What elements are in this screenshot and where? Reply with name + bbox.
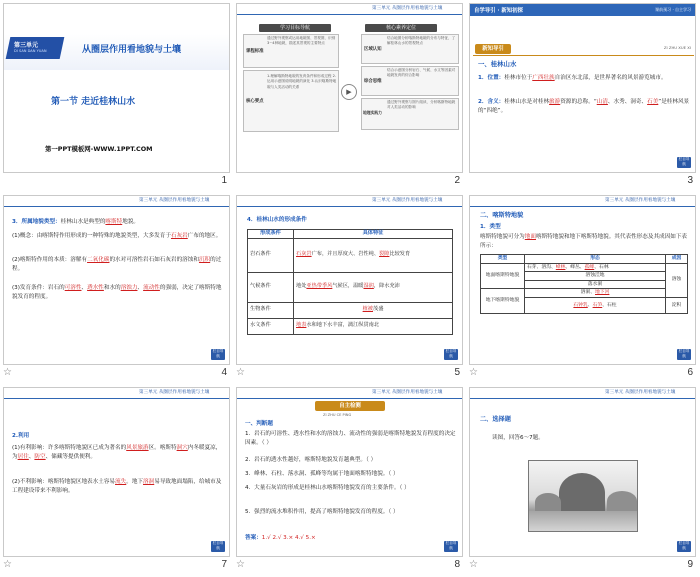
text-run: 内冬暖夏凉，为 <box>12 445 222 460</box>
slide-top-bar <box>470 196 695 207</box>
text-run: 。地下 <box>126 479 144 485</box>
type-heading: 1．类型 <box>480 224 501 230</box>
slide-footer <box>466 366 699 384</box>
blank-answer: 广西壮族 <box>532 75 555 81</box>
slide-number: 3 <box>687 175 693 186</box>
text-run: 的强弱，决定了喀斯特地貌发育的程度。 <box>12 285 222 300</box>
text-run: 气候区，温暖 <box>332 283 364 290</box>
goal-text-1: 通过野外观察或运用地貌图、景观图，识别3~4种地貌，描述其景观的主要特点 <box>267 36 336 46</box>
choice-heading: 二、选择题 <box>480 416 511 423</box>
literacy-text-2: 结合示意图分析岩石、气候、水文等因素对地貌发育的综合影响 <box>387 68 456 78</box>
slide-6[interactable] <box>469 195 696 365</box>
form-cell <box>525 263 666 272</box>
text-run: (2)不利影响：喀斯特地貌区地表水土容易 <box>12 479 116 485</box>
text-run: 区。喀斯特 <box>148 445 177 451</box>
blank-answer: 孤峰 <box>584 264 595 270</box>
karst-peak-shape <box>559 473 605 513</box>
landform-type-line <box>12 218 224 227</box>
text-run: 、 <box>81 285 88 291</box>
slide-4[interactable] <box>3 195 230 365</box>
blank-answer: 流动性 <box>143 285 160 291</box>
feature-cell <box>294 272 453 302</box>
paragraph-location <box>478 74 690 83</box>
blank-answer: 地下河 <box>595 290 610 296</box>
judgement-heading: 一、判断题 <box>245 421 273 427</box>
unit-label: 第三单元 从圈层作用看地貌与土壤 <box>605 390 676 395</box>
slide-thumbnail-5[interactable] <box>233 192 466 384</box>
col-header: 形成条件 <box>248 230 294 239</box>
form-cell <box>525 297 666 313</box>
nav-button[interactable]: 栏目导航 <box>678 349 690 358</box>
slide-number: 5 <box>454 367 460 378</box>
heading-guilin: 一、桂林山水 <box>478 60 517 68</box>
text-run: 、峰丛、 <box>565 264 585 270</box>
unit-label: 第三单元 从圈层作用看地貌与土壤 <box>372 6 443 11</box>
text-run: 地处 <box>296 283 307 290</box>
slide-top-bar <box>4 196 229 207</box>
text-run: 、 <box>137 285 144 291</box>
negative-paragraph <box>12 478 224 496</box>
slide-thumbnail-4[interactable] <box>0 192 233 384</box>
self-test-tag-sub: ZI ZHU CE PING <box>323 413 352 417</box>
star-icon[interactable]: ☆ <box>469 559 478 570</box>
blank-answer: 流失 <box>115 479 127 485</box>
slide-footer <box>233 174 466 192</box>
slide-thumbnail-8[interactable] <box>233 384 466 576</box>
text-run: 广布的地区。 <box>187 233 222 239</box>
karst-peak-shape <box>535 493 561 511</box>
slide-number: 9 <box>687 559 693 570</box>
text-run: 、石柱 <box>602 302 617 308</box>
slide-footer <box>466 558 699 576</box>
blank-answer: 石笋 <box>592 302 603 308</box>
text-run: 地貌。 <box>122 219 140 225</box>
feature-cell <box>294 302 453 318</box>
text-run: 桂林市位于 <box>504 75 533 81</box>
text-run: 、水秀、洞奇、 <box>607 99 648 105</box>
text-run: ，降水充沛 <box>373 283 400 290</box>
slide-top-bar <box>237 4 462 15</box>
conditions-paragraph <box>12 284 224 302</box>
blank-answer: 风景旅游 <box>126 445 149 451</box>
paragraph-meaning <box>478 98 690 116</box>
cause-cell: 溶蚀 <box>666 263 688 297</box>
blank-answer: 喀斯特 <box>105 219 123 225</box>
karst-heading: 二、喀斯特地貌 <box>480 212 524 219</box>
section-header-right: 课前预习 · 自主学习 <box>655 7 691 12</box>
star-icon[interactable]: ☆ <box>236 367 245 378</box>
unit-label: 第三单元 从圈层作用看地貌与土壤 <box>372 390 443 395</box>
slide-thumbnail-2[interactable] <box>233 0 466 192</box>
blank-answer: 石灰岩 <box>296 251 312 258</box>
question-1: 1．岩石的可溶性、透水性和水的溶蚀力、流动性的强弱是喀斯特地貌发育程度的决定因素。（ ） <box>245 431 456 446</box>
blank-answer: 溶蚀力 <box>120 285 138 291</box>
divider <box>473 55 694 56</box>
text-run: 喀斯特地貌可分为 <box>480 234 525 240</box>
slide-number: 1 <box>221 175 227 186</box>
text-run: 广布，并且厚度大、岩性纯、 <box>311 251 380 258</box>
feature-cell <box>294 318 453 334</box>
river-reflection <box>529 511 638 532</box>
unit-label: 第三单元 从圈层作用看地貌与土壤 <box>139 390 210 395</box>
blank-answer: 山清 <box>596 99 608 105</box>
cond-cell: 生物条件 <box>248 302 294 318</box>
slide-top-bar <box>237 196 462 207</box>
nav-button[interactable]: 栏目导航 <box>678 157 690 166</box>
form-cell: 溶蚀洼地 <box>525 272 666 281</box>
goal-label-2: 核心要点 <box>246 99 264 104</box>
col-header: 成因 <box>666 255 688 264</box>
text-run: ”是桂林风景的“四绝”。 <box>478 99 690 114</box>
slide-footer <box>0 558 233 576</box>
section-title: 第一节 走近桂林山水 <box>51 97 136 107</box>
unit-title: 从圈层作用看地貌与土壤 <box>82 45 182 55</box>
cause-cell: 淀积 <box>666 297 688 313</box>
blank-answer: 地面 <box>524 234 536 240</box>
unit-label: 第三单元 从圈层作用看地貌与土壤 <box>372 198 443 203</box>
col-header: 具体特征 <box>294 230 453 239</box>
blank-answer: 亚热带季风 <box>306 283 333 290</box>
literacy-label-1: 区域认知 <box>364 47 382 52</box>
blank-answer: 植被 <box>362 306 373 313</box>
text-run: 比较发育 <box>389 251 411 258</box>
slide-footer <box>0 174 233 192</box>
karst-peak-shape <box>607 491 637 511</box>
location-label: 1．位置： <box>478 75 505 81</box>
slide-number: 6 <box>687 367 693 378</box>
answer-text: 1.√ 2.√ 3.× 4.√ 5.× <box>261 535 316 541</box>
formation-table <box>247 229 453 335</box>
slide-footer <box>233 558 466 576</box>
col-header: 类型 <box>481 255 525 264</box>
text-run: 水和地下水丰富，漓江纵贯南北 <box>306 322 380 329</box>
goal-text-2: 1.理解喀斯特地貌的发育条件和形成过程 2.运用示意图说明地貌的演化 3.认识喀斯特地貌与人类活动的关系 <box>267 74 337 89</box>
choice-instruction: 读图，回答6～7题。 <box>492 435 544 441</box>
blank-answer: 湿润 <box>363 283 374 290</box>
nav-button[interactable]: 栏目导航 <box>445 349 457 358</box>
col-header: 形态 <box>525 255 666 264</box>
slide-2[interactable] <box>236 3 463 173</box>
unit-badge-sub: DI SAN DAN YUAN <box>14 49 47 53</box>
question-3: 3．峰林、石柱、落水洞、孤峰等均属于地面喀斯特地貌。（ ） <box>245 471 399 477</box>
question-4: 4．大量石灰岩的形成是桂林山水喀斯特地貌发育的主要条件。（ ） <box>245 485 410 491</box>
text-run: 喀斯特地貌和地下喀斯特地貌。其代表性形态及其成因如下表所示： <box>480 234 688 249</box>
slide-thumbnail-6[interactable] <box>466 192 699 384</box>
core-literacy-header: 核心素养定位 <box>365 24 437 32</box>
karst-landscape-photo <box>528 460 638 532</box>
blank-answer: 溶洞 <box>143 479 155 485</box>
text-run: 石芽、溶沟、 <box>527 264 556 270</box>
blank-answer: 石美 <box>647 99 659 105</box>
slide-thumbnail-1[interactable] <box>0 0 233 192</box>
blank-answer: 可溶性 <box>64 285 82 291</box>
arrow-icon: ▶ <box>341 84 357 100</box>
literacy-label-2: 综合思维 <box>364 79 382 84</box>
blank-answer: 峰林 <box>555 264 566 270</box>
template-watermark: 第一PPT模板网-WWW.1PPT.COM <box>45 145 153 153</box>
text-run: 桂林山水是对桂林 <box>504 99 550 105</box>
new-knowledge-tag-sub: ZI ZHU XUE XI <box>663 45 691 50</box>
nav-button[interactable]: 栏目导航 <box>445 541 457 550</box>
text-run: 、石林 <box>594 264 609 270</box>
formation-heading: 4．桂林山水的形成条件 <box>247 217 307 223</box>
karst-type-table <box>480 254 688 314</box>
cond-cell: 岩石条件 <box>248 238 294 272</box>
text-run: (2)喀斯特作用的本质：溶解有 <box>12 257 88 263</box>
slide-1[interactable] <box>3 3 230 173</box>
text-run: (1)有利影响：许多喀斯特地貌区已成为著名的 <box>12 445 127 451</box>
star-icon[interactable]: ☆ <box>236 559 245 570</box>
slide-number: 8 <box>454 559 460 570</box>
slide-7[interactable] <box>3 387 230 557</box>
blank-answer: 旅游 <box>549 99 561 105</box>
unit-label: 第三单元 从圈层作用看地貌与土壤 <box>139 198 210 203</box>
blank-answer: 石灰岩 <box>170 233 188 239</box>
blank-answer: 透水性 <box>87 285 104 291</box>
text-run: 和水的 <box>103 285 121 291</box>
blank-answer: 二氧化碳 <box>87 257 110 263</box>
slide-thumbnail-3[interactable] <box>466 0 699 192</box>
nav-button[interactable]: 栏目导航 <box>678 541 690 550</box>
section-header-title: 自学导引 · 新知初探 <box>474 8 523 14</box>
literacy-text-1: 结合地图分析喀斯特地貌的分布与特征，了解桂林山水的景观特点 <box>387 36 456 46</box>
text-run: 茂盛 <box>373 306 384 313</box>
text-run: (1)概念：由喀斯特作用形成的一种特殊的地貌类型，大多发育于 <box>12 233 171 239</box>
type-cell: 地面喀斯特地貌 <box>481 263 525 289</box>
slide-top-bar <box>470 388 695 399</box>
self-test-tag: 自主检测 <box>315 401 385 411</box>
form-cell <box>525 289 666 298</box>
literacy-text-3: 通过野外观察与图片阅读，分析喀斯特地貌对人类活动的影响 <box>387 100 456 110</box>
answer-label: 答案： <box>245 535 262 541</box>
literacy-label-3: 地理实践力 <box>363 110 382 115</box>
cond-cell: 水文条件 <box>248 318 294 334</box>
nav-button[interactable]: 栏目导航 <box>212 541 224 550</box>
form-cell: 落水洞 <box>525 280 666 289</box>
text-run: 易导致地面塌陷，给城市及工程建设带来不利影响。 <box>12 479 222 494</box>
text-run: 、 <box>28 453 35 460</box>
blank-answer: 洞穴 <box>176 445 188 451</box>
slide-number: 7 <box>221 559 227 570</box>
slide-thumbnail-9[interactable] <box>466 384 699 576</box>
blank-answer: 裂隙 <box>379 251 390 258</box>
cond-cell: 气候条件 <box>248 272 294 302</box>
text-run: 桂林山水是典型的 <box>60 219 106 225</box>
star-icon[interactable]: ☆ <box>3 559 12 570</box>
slide-thumbnail-7[interactable] <box>0 384 233 576</box>
slide-5[interactable] <box>236 195 463 365</box>
slide-3[interactable] <box>469 3 696 173</box>
blank-answer: 沉积 <box>198 257 211 263</box>
concept-paragraph <box>12 232 224 241</box>
answer-line <box>245 534 415 543</box>
text-run: (3)发育条件：岩石的 <box>12 285 65 291</box>
positive-paragraph <box>12 444 224 462</box>
star-icon[interactable]: ☆ <box>469 367 478 378</box>
text-run: 溶洞、 <box>580 290 595 296</box>
text-run: 的水对可溶性岩石如石灰岩的溶蚀和 <box>109 257 199 263</box>
feature-cell <box>294 238 453 272</box>
blank-answer: 石钟乳 <box>573 302 588 308</box>
meaning-label: 2．含义： <box>478 99 505 105</box>
goal-label-1: 课程标准 <box>246 49 264 54</box>
text-run: 资源的总称。“ <box>560 99 597 105</box>
question-2: 2．岩石的透水性越好，喀斯特地貌发育越典型。（ ） <box>245 457 377 463</box>
type-paragraph <box>480 233 690 251</box>
slide-footer <box>0 366 233 384</box>
blank-answer: 地表 <box>296 322 307 329</box>
blank-answer: 居住 <box>17 453 29 460</box>
slide-8[interactable] <box>236 387 463 557</box>
nav-button[interactable]: 栏目导航 <box>212 349 224 358</box>
slide-footer <box>233 366 466 384</box>
new-knowledge-tag: 新知导引 <box>475 44 511 54</box>
text-run: 、 <box>587 302 593 308</box>
blank-answer: 防空 <box>34 453 46 460</box>
star-icon[interactable]: ☆ <box>3 367 12 378</box>
essence-paragraph <box>12 256 224 274</box>
slide-number: 2 <box>454 175 460 186</box>
unit-label: 第三单元 从圈层作用看地貌与土壤 <box>605 198 676 203</box>
slide-footer <box>466 174 699 192</box>
slide-top-bar <box>4 388 229 399</box>
unit-badge-label: 第三单元 <box>14 42 39 49</box>
slide-top-bar <box>237 388 462 399</box>
slide-number: 4 <box>221 367 227 378</box>
use-heading: 2.利用 <box>12 433 30 439</box>
landform-type-label: 3．所属地貌类型： <box>12 219 61 225</box>
question-5: 5．强烈的流水堆积作用，提高了喀斯特地貌发育的程度。（ ） <box>245 509 399 515</box>
type-cell: 地下喀斯特地貌 <box>481 289 525 314</box>
text-run: 、储藏等提供便利。 <box>45 453 96 460</box>
text-run: 的过程。 <box>12 257 222 272</box>
learning-goals-header: 学习目标导航 <box>259 24 331 32</box>
slide-9[interactable] <box>469 387 696 557</box>
text-run: 自治区东北部，是世界著名的风景游览城市。 <box>554 75 667 81</box>
